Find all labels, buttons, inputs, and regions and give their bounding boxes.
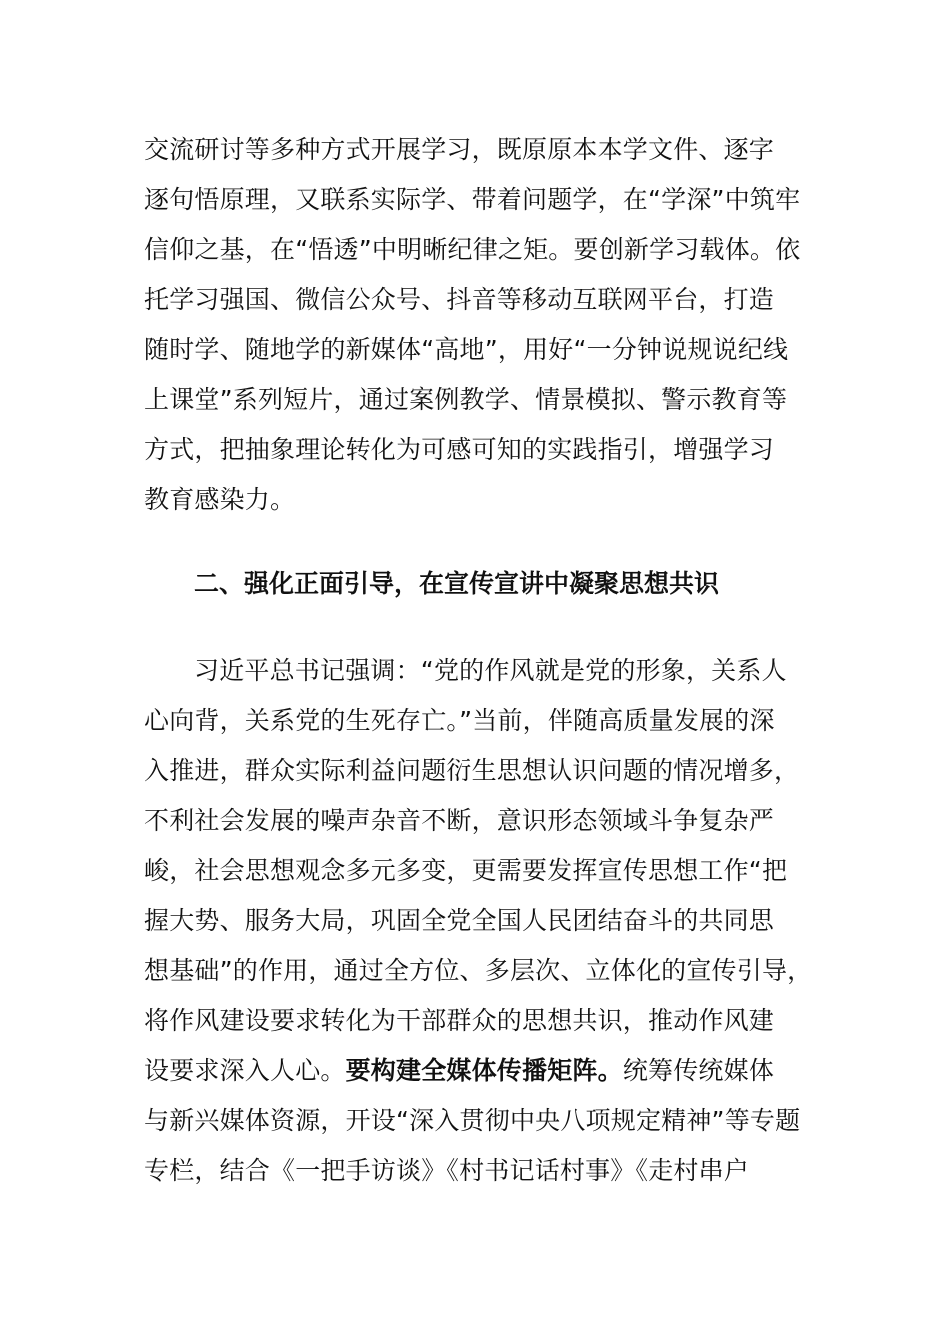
paragraph-line: 逐句悟原理，又联系实际学、带着问题学，在“学深”中筑牢 — [144, 185, 801, 214]
paragraph-line: 将作风建设要求转化为干部群众的思想共识，推动作风建 — [144, 1006, 775, 1035]
paragraph-line: 心向背，关系党的生死存亡。”当前，伴随高质量发展的深 — [144, 706, 775, 735]
paragraph-line: 想基础”的作用，通过全方位、多层次、立体化的宣传引导， — [144, 956, 813, 985]
paragraph-line: 峻，社会思想观念多元多变，更需要发挥宣传思想工作“把 — [144, 856, 788, 885]
paragraph-line: 托学习强国、微信公众号、抖音等移动互联网平台，打造 — [144, 285, 775, 314]
plain-text: 统筹传统媒体 — [622, 1056, 775, 1085]
paragraph-line: 信仰之基，在“悟透”中明晰纪律之矩。要创新学习载体。依 — [144, 235, 801, 264]
paragraph-line: 交流研讨等多种方式开展学习，既原原本本学文件、逐字 — [144, 135, 775, 164]
paragraph-line: 方式，把抽象理论转化为可感可知的实践指引，增强学习 — [144, 435, 775, 464]
paragraph-line: 习近平总书记强调：“党的作风就是党的形象，关系人 — [194, 656, 787, 685]
plain-text: 设要求深入人心。 — [144, 1056, 346, 1085]
paragraph-line: 上课堂”系列短片，通过案例教学、情景模拟、警示教育等 — [144, 385, 788, 414]
paragraph-line: 专栏，结合《一把手访谈》《村书记话村事》《走村串户 — [144, 1156, 750, 1185]
bold-emphasis: 要构建全媒体传播矩阵。 — [345, 1056, 623, 1085]
paragraph-line: 随时学、随地学的新媒体“高地”，用好“一分钟说规说纪线 — [144, 335, 789, 364]
paragraph-line: 与新兴媒体资源，开设“深入贯彻中央八项规定精神”等专题 — [144, 1106, 801, 1135]
paragraph-line: 教育感染力。 — [144, 485, 296, 514]
paragraph-line — [144, 1054, 774, 1088]
paragraph-line: 不利社会发展的噪声杂音不断，意识形态领域斗争复杂严 — [144, 806, 775, 835]
section-heading: 二、强化正面引导，在宣传宣讲中凝聚思想共识 — [194, 569, 720, 598]
paragraph-line: 入推进，群众实际利益问题衍生思想认识问题的情况增多， — [144, 756, 800, 785]
paragraph-line: 握大势、服务大局，巩固全党全国人民团结奋斗的共同思 — [144, 906, 775, 935]
